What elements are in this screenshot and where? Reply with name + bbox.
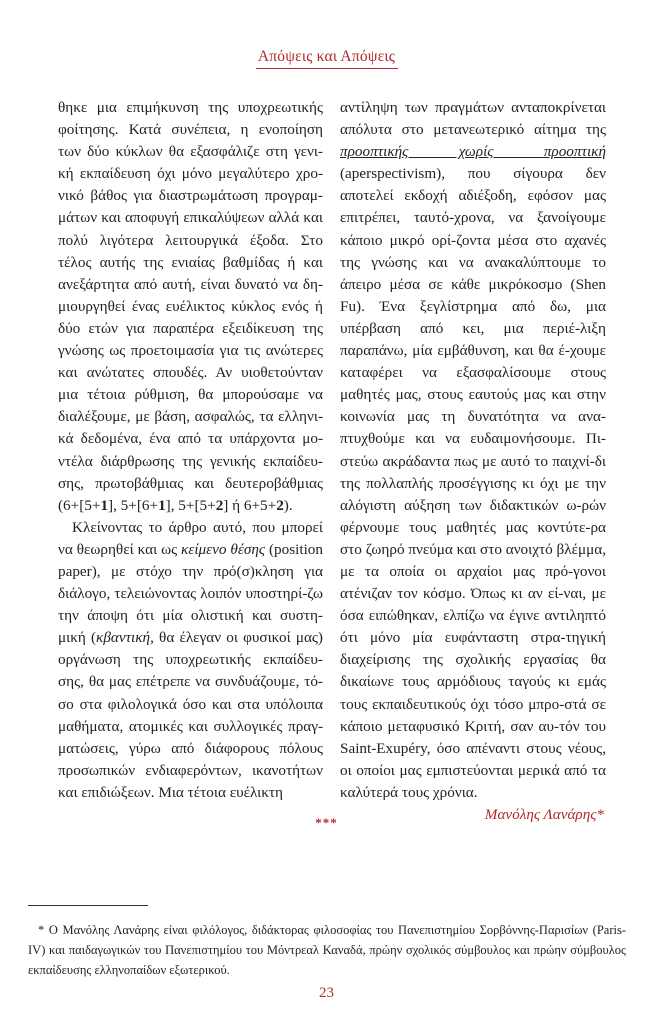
quantum-term: κβαντική [96,629,151,647]
position-paper-term: κείμενο θέσης [181,540,266,558]
left-paragraph-2: Κλείνοντας το άρθρο αυτό, που μπορεί να θεωρηθεί και ως κείμενο θέσης (position paper), με στόχο την πρό(σ)κληση για διάλογο, τελειώνοντας λοιπόν υποστηρί-ζω την άποψη ότι μία ολιστική και συστη-μική (κβαντική, θα έλεγαν οι φυσικοί μας) οργάνωση της υποχρεωτικής εκπαίδευ-σης, θα μας επέτρεπε να συνδυάζουμε, τό-σο στα φιλολογικά όσο και στα υπόλοιπα μαθήματα, ατομικές και συλλογικές πραγ-ματώσεις, γύρω από διάφορους πόλους προσωπικών ενδιαφερόντων, ικανοτήτων και επιδιώξεων. Μια τέτοια ευέλικτη [58,518,323,801]
structure-formula: (6+[5+1], 5+[6+1], 5+[5+2] ή 6+5+2). [58,496,293,514]
footnote-rule [28,905,148,906]
left-column [58,97,323,804]
right-column [340,97,606,826]
aperspectivism-term: προοπτικής χωρίς προοπτική [340,143,606,161]
author-signature: Μανόλης Λανάρης* [484,806,604,823]
footnote-text: * Ο Μανόλης Λανάρης είναι φιλόλογος, διδάκτορας φιλοσοφίας του Πανεπιστημίου Σορβόννης-Παρισίων (Paris-IV) και παιδαγωγικών του Πανεπιστημίου του Μόντρεαλ Καναδά, πρώην σχολικός σύμβουλος και πρώην σύμβουλος εκπαίδευσης ελληνοπαίδων εξωτερικού. [28,923,626,977]
right-paragraph-1: αντίληψη των πραγμάτων ανταποκρίνεται απόλυτα στο μετανεωτερικό αίτημα της προοπτικής χωρίς προοπτική (aperspectivism), που σίγουρα δεν αποτελεί εκδοχή αδιέξοδη, εφόσον μας επιτρέπει, ταυτό-χρονα, να ξανοίγουμε κάποιο μικρό ορί-ζοντα μέσα στο αχανές της γνώσης και να ανακαλύπτουμε το άπειρο μέσα σε κάθε μικρόκοσμο (Shen Fu). Ένα ξεγλίστρημα από δω, μια υπέρβαση από κει, μια περιέ-λιξη παραπάνω, μία εμβάθυνση, και θα έ-χουμε καταφέρει να εξασφαλίσουμε στους μαθητές μας, στους εαυτούς μας και στην κοινωνία μας τη δυνατότητα να ανα-πτυχθούμε και να ευδαιμονήσουμε. Πι-στεύω ακράδαντα πως με αυτό το παιχνί-δι της πολλαπλής προσέγγισης κι όχι με την αλόγιστη αύξηση των διδακτικών ω-ρών φέρνουμε τους μαθητές μας κοντύτε-ρα στο ζωηρό πνεύμα και στο ανοιχτό βλέμμα, με τα οποία οι αρχαίοι μας πρό-γονοι ατένιζαν τον κόσμο. Όπως κι αν εί-ναι, με όσα ειπώθηκαν, ελπίζω να έγινε αντιληπτό ότι μόνο μία ευφάνταστη στρα-τηγική διαχείρισης της σχολικής εργασίας θα δικαίωνε τους αρμόδιους ταγούς κι εμάς τους εκπαιδευτικούς όχι τόσο μπρο-στά σε κάποιο μεταφυσικό Κριτή, σαν αυ-τόν του Saint-Exupéry, όσο απέναντι στους νέους, οι οποίοι μας εμπιστεύονται μερικά από τα καλύτερά τους χρόνια. [340,99,606,801]
section-separator: *** [315,815,338,830]
footnote [28,920,626,980]
left-paragraph-1 [58,97,323,517]
page-number: 23 [319,985,334,1001]
running-header: Απόψεις και Απόψεις [257,48,396,65]
left-paragraph-1-text: θηκε μια επιμήκυνση της υποχρεωτικής φοίτησης. Κατά συνέπεια, η ενοποίηση των δύο κύκλων θα εξασφάλιζε στη γενι-κή εκπαίδευση όχι μόνο μεγαλύτερο χρο-νικό βάθος για διαστρωμάτωση προγραμ-μάτων και αποφυγή επικαλύψεων αλλά και πολύ λιγότερα λειτουργικά έξοδα. Στο τέλος αυτής της ενιαίας βαθμίδας ή και ανεξάρτητα από αυτή, είναι δυνατό να δη-μιουργηθεί ένας ευέλικτος κύκλος ενός ή δύο ετών για παραπέρα εξειδίκευση της γνώσης ως προετοιμασία για τις ανώτερες και ανώτατες σπουδές. Αν υιοθετούνταν μια τέτοια ρύθμιση, θα μπορούσαμε να διαλέξουμε, με βάση, ασφαλώς, τα ελληνι-κά δεδομένα, ένα από τα υπάρχοντα μο-ντέλα διάρθρωσης της γενικής εκπαίδευ-σης, πρωτοβάθμιας και δευτεροβάθμιας [58,99,323,492]
header-underline [256,68,398,69]
